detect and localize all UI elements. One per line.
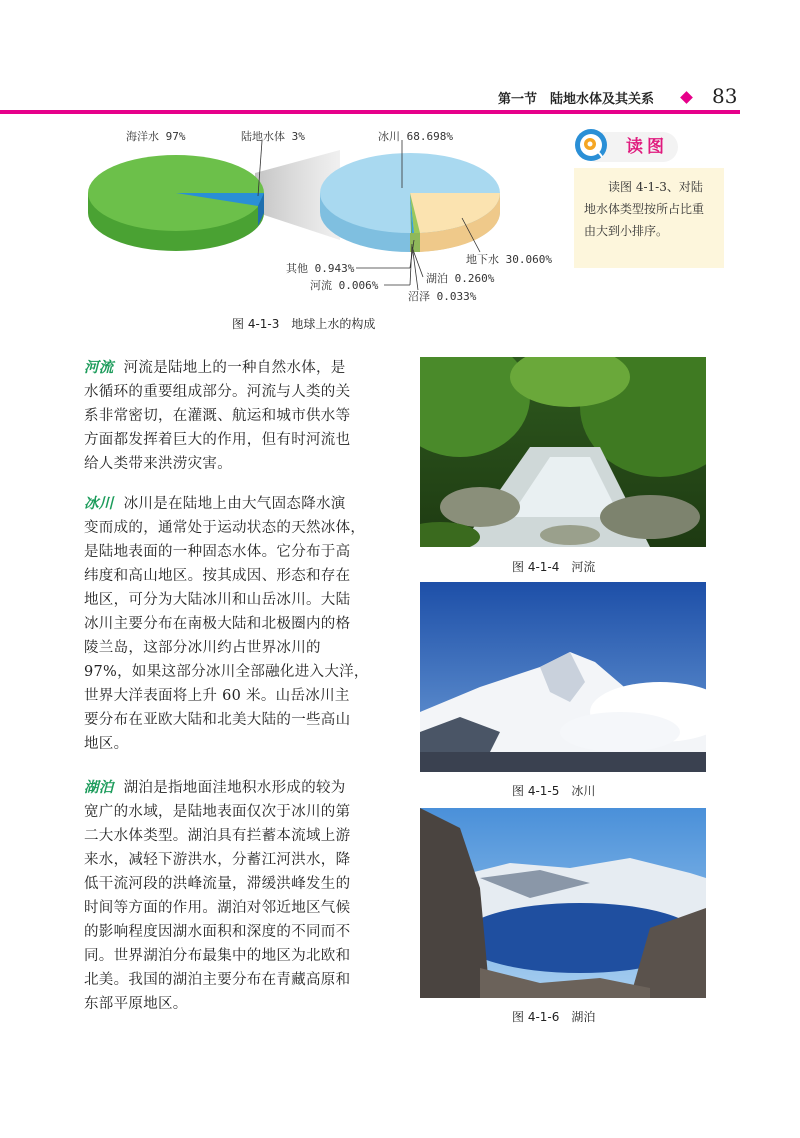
text-line: 地区，可分为大陆冰川和山岳冰川。大陆 (84, 592, 351, 608)
paragraph-lake (84, 776, 386, 1016)
text-line: 北美。我国的湖泊主要分布在青藏高原和 (84, 972, 351, 988)
label-land-water: 陆地水体 3% (241, 130, 305, 143)
text-line: 系非常密切，在灌溉、航运和城市供水等 (84, 408, 351, 424)
reading-title: 读图 (626, 137, 668, 157)
paragraph-river (84, 356, 386, 476)
text-line: 世界大洋表面将上升 60 米。山岳冰川主 (84, 688, 350, 704)
label-other: 其他 0.943% (286, 262, 355, 275)
reading-text: 读图 4-1-3、对陆地水体类型按所占比重由大到小排序。 (574, 168, 724, 268)
text-line: 河流是陆地上的一种自然水体，是 (123, 360, 346, 376)
text-line: 二大水体类型。湖泊具有拦蓄本流域上游 (84, 828, 351, 844)
lake-photo (420, 808, 706, 998)
figure-415-caption: 图 4-1-5 冰川 (512, 784, 596, 798)
text-line: 给人类带来洪涝灾害。 (84, 456, 232, 472)
text-line: 要分布在亚欧大陆和北美大陆的一些高山 (84, 712, 351, 728)
text-line: 变而成的，通常处于运动状态的天然冰体， (84, 520, 366, 536)
text-line: 湖泊是指地面洼地积水形成的较为 (123, 780, 346, 796)
text-line: 宽广的水域，是陆地表面仅次于冰川的第 (84, 804, 351, 820)
text-line: 来水，减轻下游洪水，分蓄江河洪水，降 (84, 852, 351, 868)
text-line: 地区。 (84, 736, 129, 752)
term-river: 河流 (84, 359, 114, 376)
text-line: 陵兰岛，这部分冰川约占世界冰川的 (84, 640, 321, 656)
label-swamp: 沼泽 0.033% (408, 290, 477, 303)
page-number: 83 (712, 84, 738, 108)
label-lake: 湖泊 0.260% (426, 272, 495, 285)
paragraph-glacier (84, 492, 386, 756)
text-line: 纬度和高山地区。按其成因、形态和存在 (84, 568, 351, 584)
text-line: 97%，如果这部分冰川全部融化进入大洋， (84, 664, 369, 680)
river-photo (420, 357, 706, 547)
text-line: 是陆地表面的一种固态水体。它分布于高 (84, 544, 351, 560)
figure-416-caption: 图 4-1-6 湖泊 (512, 1010, 596, 1024)
term-glacier: 冰川 (84, 495, 114, 512)
label-glacier: 冰川 68.698% (378, 130, 453, 143)
pie-right (320, 153, 500, 252)
pie-left (88, 155, 264, 251)
text-line: 冰川主要分布在南极大陆和北极圈内的格 (84, 616, 351, 632)
brain-gear-icon (574, 128, 608, 162)
glacier-photo (420, 582, 706, 772)
label-ocean: 海洋水 97% (126, 130, 186, 143)
figure-414-caption: 图 4-1-4 河流 (512, 560, 596, 574)
text-line: 冰川是在陆地上由大气固态降水演 (123, 496, 346, 512)
figure-413-caption: 图 4-1-3 地球上水的构成 (232, 317, 376, 331)
text-line: 方面都发挥着巨大的作用，但有时河流也 (84, 432, 351, 448)
term-lake: 湖泊 (84, 779, 114, 796)
text-line: 的影响程度因湖水面积和深度的不同而不 (84, 924, 351, 940)
text-line: 同。世界湖泊分布最集中的地区为北欧和 (84, 948, 351, 964)
label-river: 河流 0.006% (310, 279, 379, 292)
reading-box (574, 128, 724, 268)
section-title: 第一节 陆地水体及其关系 (498, 92, 655, 107)
label-groundwater: 地下水 30.060% (466, 253, 552, 266)
text-line: 水循环的重要组成部分。河流与人类的关 (84, 384, 351, 400)
text-line: 东部平原地区。 (84, 996, 188, 1012)
text-line: 时间等方面的作用。湖泊对邻近地区气候 (84, 900, 351, 916)
text-line: 低干流河段的洪峰流量，滞缓洪峰发生的 (84, 876, 351, 892)
